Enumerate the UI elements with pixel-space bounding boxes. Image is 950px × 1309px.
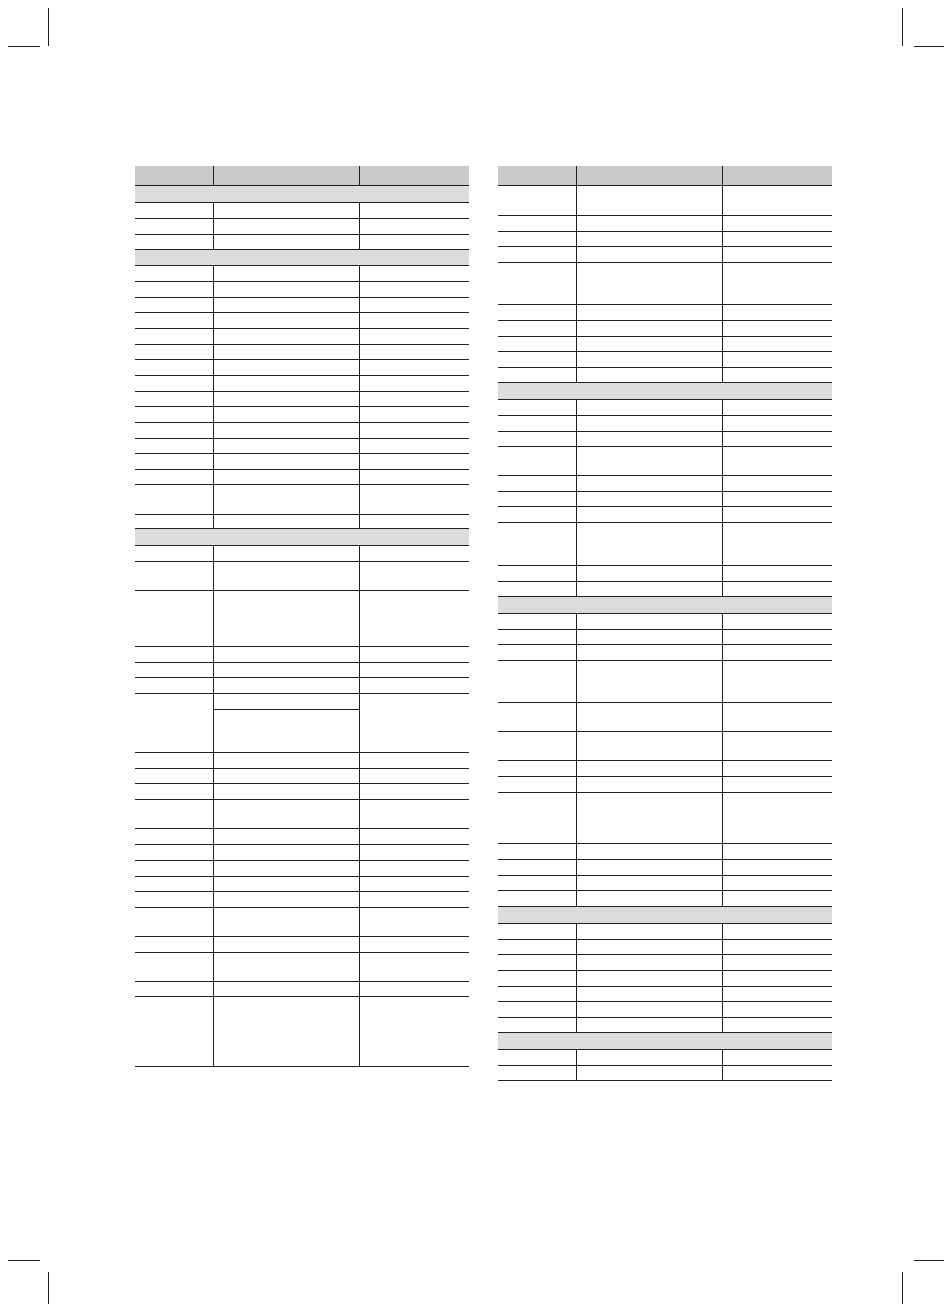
table-row [498, 523, 832, 566]
table-header [498, 166, 832, 186]
table-row [135, 407, 469, 423]
table-row [135, 485, 469, 515]
table-row [498, 416, 832, 432]
table-row [498, 1002, 832, 1018]
table-row [498, 232, 832, 247]
table-row [135, 376, 469, 392]
table-row [135, 360, 469, 376]
table-row [498, 732, 832, 761]
table-row [135, 800, 469, 829]
section-row [135, 186, 469, 203]
table-row [498, 247, 832, 263]
header-cell [135, 166, 214, 185]
table-row [498, 321, 832, 337]
table-row [135, 313, 469, 329]
table-row [498, 761, 832, 777]
header-cell [723, 166, 832, 185]
table-row [498, 1050, 832, 1066]
header-cell [214, 166, 360, 185]
table-row [498, 447, 832, 476]
table-row [498, 305, 832, 321]
table-row [498, 352, 832, 368]
table-row [135, 845, 469, 861]
table-row [498, 645, 832, 661]
table-row [135, 997, 469, 1067]
crop-mark-bottom-left-horizontal [8, 1260, 40, 1261]
table-row [498, 955, 832, 971]
section-row [498, 597, 832, 614]
crop-mark-bottom-right-vertical [902, 1272, 903, 1304]
table-left [135, 166, 469, 1067]
table-row [135, 591, 469, 647]
section-row [498, 383, 832, 400]
crop-mark-bottom-left-vertical [48, 1272, 49, 1304]
table-row [135, 647, 469, 663]
header-cell [577, 166, 723, 185]
table-row [498, 924, 832, 940]
table-row [135, 266, 469, 282]
table-row [498, 614, 832, 630]
table-row [135, 345, 469, 360]
table-row [135, 219, 469, 235]
table-row [498, 630, 832, 645]
table-row [498, 263, 832, 305]
table-row [498, 432, 832, 447]
table-row [135, 877, 469, 892]
table-row [498, 492, 832, 507]
table-row [498, 860, 832, 876]
table-row [498, 1066, 832, 1081]
table-row [498, 1018, 832, 1033]
table-row [135, 329, 469, 345]
table-row [498, 476, 832, 492]
table-row [498, 507, 832, 523]
section-row [498, 907, 832, 924]
table-row [135, 562, 469, 591]
table-row [498, 337, 832, 352]
table-row [135, 892, 469, 908]
crop-mark-bottom-right-horizontal [914, 1260, 944, 1261]
header-cell [498, 166, 577, 185]
crop-mark-top-left-vertical [48, 8, 49, 46]
table-row [498, 186, 832, 216]
table-row [135, 937, 469, 953]
table-row [135, 953, 469, 982]
table-row [135, 663, 469, 678]
table-header [135, 166, 469, 186]
table-row [498, 661, 832, 703]
table-row [498, 876, 832, 891]
table-row [135, 769, 469, 784]
table-row [135, 454, 469, 470]
table-right [498, 166, 832, 1081]
table-row [498, 777, 832, 793]
table-row [135, 784, 469, 800]
table-row [498, 793, 832, 844]
table-row [135, 515, 469, 529]
table-row [498, 216, 832, 232]
table-row [498, 703, 832, 732]
table-row [498, 582, 832, 597]
table-row [498, 987, 832, 1002]
table-row [135, 546, 469, 562]
table-row [135, 423, 469, 439]
table-row [135, 235, 469, 250]
table-row [498, 566, 832, 582]
table-row [135, 829, 469, 845]
table-row [135, 908, 469, 937]
table-row [135, 282, 469, 298]
table-row [498, 400, 832, 416]
table-row [498, 891, 832, 907]
section-row [135, 529, 469, 546]
table-row [135, 753, 469, 769]
table-row [135, 298, 469, 313]
table-row [498, 971, 832, 987]
table-row [498, 368, 832, 383]
table-row [135, 203, 469, 219]
crop-mark-top-right-vertical [902, 8, 903, 46]
table-row [498, 940, 832, 955]
header-cell [360, 166, 469, 185]
table-row-merged [135, 694, 469, 753]
table-row [135, 470, 469, 485]
section-row [498, 1033, 832, 1050]
table-row [135, 678, 469, 694]
table-row [135, 439, 469, 454]
crop-mark-top-right-horizontal [914, 46, 944, 47]
section-row [135, 250, 469, 266]
table-row [498, 844, 832, 860]
crop-mark-top-left-horizontal [8, 46, 40, 47]
table-row [135, 861, 469, 877]
table-row [135, 392, 469, 407]
table-row [135, 982, 469, 997]
